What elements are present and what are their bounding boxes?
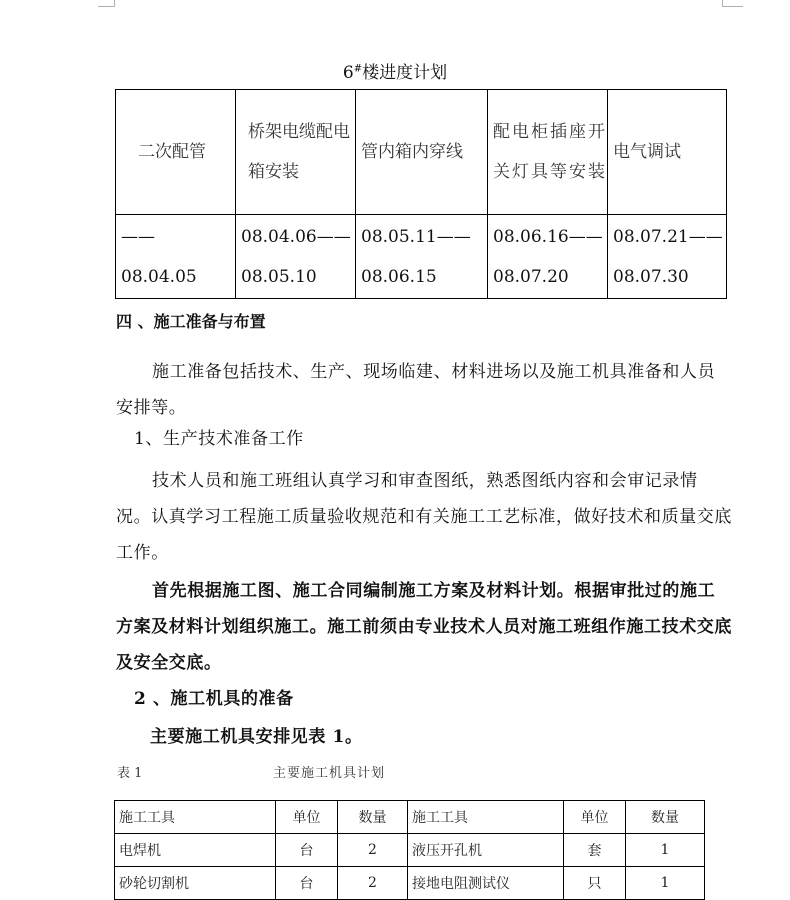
schedule-date-cell: 08.05.11—— 08.06.15 bbox=[356, 215, 488, 299]
tools-header-cell: 数量 bbox=[338, 801, 408, 834]
schedule-title: 6#楼进度计划 bbox=[342, 63, 448, 83]
tools-header-cell: 单位 bbox=[564, 801, 626, 834]
table-row bbox=[115, 834, 705, 867]
table-caption-number: 表 1 bbox=[117, 766, 143, 781]
schedule-header-cell: 二次配管 bbox=[116, 90, 236, 215]
schedule-header-cell: 桥架电缆配电箱安装 bbox=[236, 90, 356, 215]
schedule-header-cell: 电气调试 bbox=[608, 90, 727, 215]
schedule-date-cell: 08.04.06—— 08.05.10 bbox=[236, 215, 356, 299]
table-row bbox=[115, 867, 705, 900]
tools-cell: 电焊机 bbox=[115, 834, 276, 867]
schedule-date-cell: 08.06.16—— 08.07.20 bbox=[488, 215, 608, 299]
tech-prep-paragraph-2: 首先根据施工图、施工合同编制施工方案及材料计划。根据审批过的施工方案及材料计划组织施工。施工前须由专业技术人员对施工班组作施工技术交底及安全交底。 bbox=[116, 581, 732, 673]
tools-cell: 液压开孔机 bbox=[408, 834, 564, 867]
tools-table bbox=[114, 800, 705, 900]
tools-cell: 1 bbox=[626, 834, 705, 867]
tools-reference-text: 主要施工机具安排见表 1。 bbox=[150, 727, 363, 747]
tools-cell: 台 bbox=[276, 867, 338, 900]
tools-header-cell: 单位 bbox=[276, 801, 338, 834]
tools-cell: 1 bbox=[626, 867, 705, 900]
tools-cell: 砂轮切割机 bbox=[115, 867, 276, 900]
tools-cell: 台 bbox=[276, 834, 338, 867]
tools-cell: 套 bbox=[564, 834, 626, 867]
schedule-header-cell: 管内箱内穿线 bbox=[356, 90, 488, 215]
schedule-header-row bbox=[116, 90, 727, 215]
tools-cell: 只 bbox=[564, 867, 626, 900]
subsection-heading-2: 2 、施工机具的准备 bbox=[134, 689, 294, 709]
page-corner-mark-left bbox=[98, 0, 115, 7]
schedule-table bbox=[115, 89, 727, 299]
section-heading: 四 、施工准备与布置 bbox=[116, 312, 266, 331]
schedule-header-cell: 配电柜插座开关灯具等安装 bbox=[488, 90, 608, 215]
intro-paragraph: 施工准备包括技术、生产、现场临建、材料进场以及施工机具准备和人员安排等。 bbox=[116, 362, 716, 418]
tech-prep-paragraph-1: 技术人员和施工班组认真学习和审查图纸，熟悉图纸内容和会审记录情况。认真学习工程施工质量验收规范和有关施工工艺标准，做好技术和质量交底工作。 bbox=[116, 471, 732, 563]
tools-header-row bbox=[115, 801, 705, 834]
schedule-date-row bbox=[116, 215, 727, 299]
page-corner-mark-right bbox=[722, 0, 743, 7]
schedule-date-cell: —— 08.04.05 bbox=[116, 215, 236, 299]
tools-cell: 2 bbox=[338, 834, 408, 867]
subsection-heading-1: 1、生产技术准备工作 bbox=[134, 429, 304, 449]
tools-header-cell: 施工工具 bbox=[115, 801, 276, 834]
tools-header-cell: 数量 bbox=[626, 801, 705, 834]
tools-cell: 接地电阻测试仪 bbox=[408, 867, 564, 900]
tools-cell: 2 bbox=[338, 867, 408, 900]
schedule-date-cell: 08.07.21—— 08.07.30 bbox=[608, 215, 727, 299]
table-caption-title: 主要施工机具计划 bbox=[273, 766, 386, 781]
tools-header-cell: 施工工具 bbox=[408, 801, 564, 834]
